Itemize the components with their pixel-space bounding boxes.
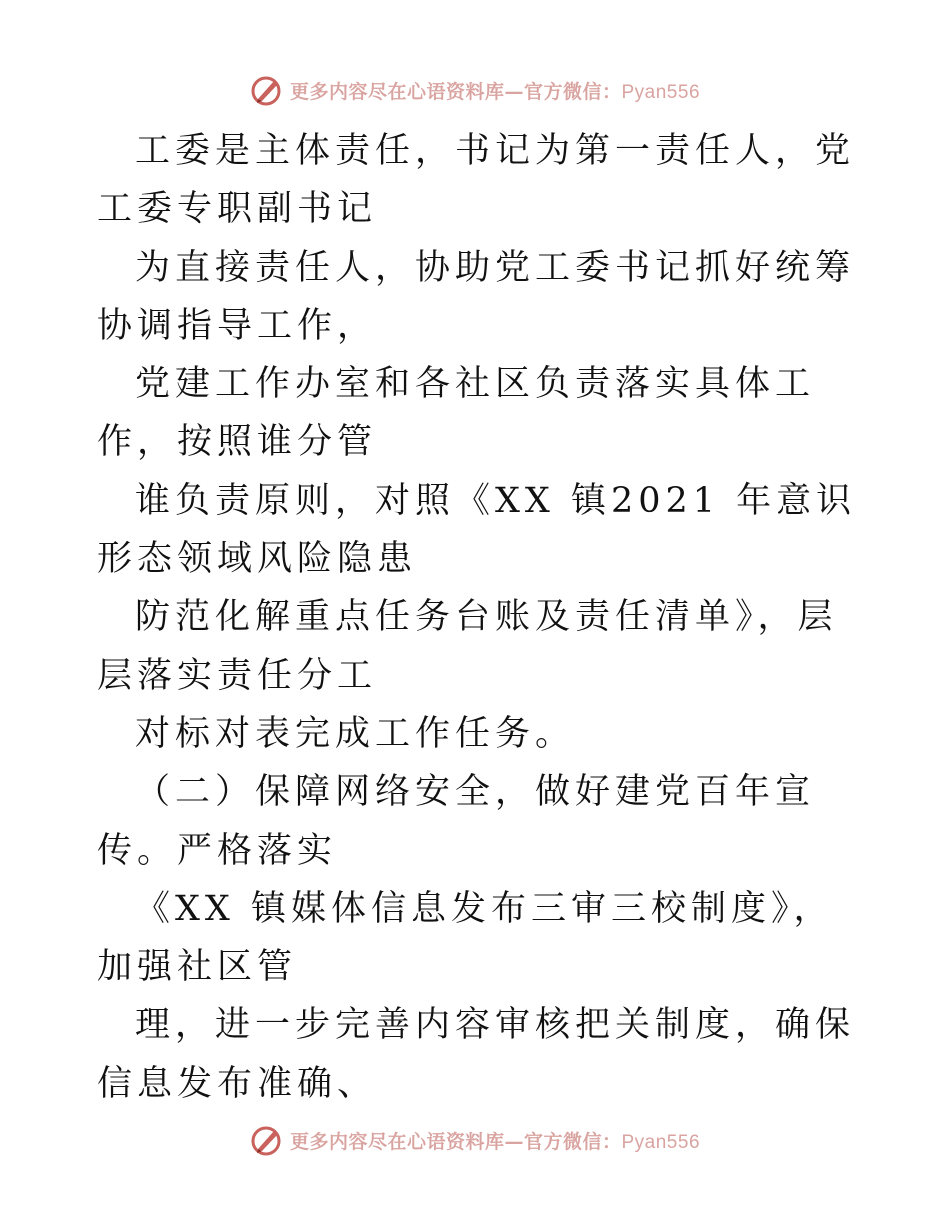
watermark-text: 更多内容尽在心语资料库—官方微信：Pyan556 [289,80,701,103]
pen-logo-icon [250,73,284,107]
paragraph: 《XX 镇媒体信息发布三审三校制度》，加强社区管 [97,888,834,988]
header-watermark [0,70,950,110]
document-body [97,122,867,1113]
paragraph: 为直接责任人，协助党工委书记抓好统筹协调指导工作， [97,247,856,346]
paragraph: 党建工作办室和各社区负责落实具体工作，按照谁分管 [97,364,816,463]
pen-logo-icon [250,1123,284,1157]
paragraph: 对标对表完成工作任务。 [135,713,576,754]
paragraph: 谁负责原则，对照《XX 镇2021 年意识形态领域风险隐患 [97,480,857,580]
paragraph: （二）保障网络安全，做好建党百年宣传。严格落实 [97,772,816,871]
paragraph: 理，进一步完善内容审核把关制度，确保信息发布准确、 [97,1005,856,1104]
paragraph: 防范化解重点任务台账及责任清单》，层层落实责任分工 [97,597,838,696]
watermark-text: 更多内容尽在心语资料库—官方微信：Pyan556 [289,1130,701,1153]
paragraph: 工委是主体责任，书记为第一责任人，党工委专职副书记 [97,131,856,230]
footer-watermark [0,1120,950,1160]
